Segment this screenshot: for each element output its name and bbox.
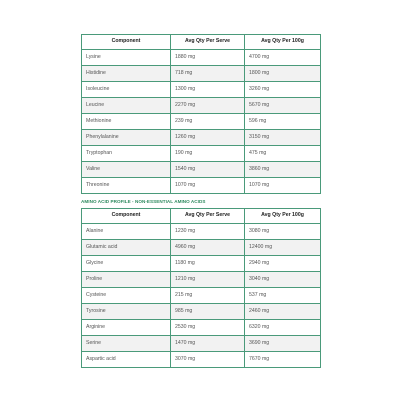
component-cell: Leucine [82,98,171,114]
component-cell: Tryptophan [82,146,171,162]
per-100g-cell: 5670 mg [245,98,321,114]
per-serve-cell: 1180 mg [171,256,245,272]
column-header-component: Component [82,209,171,224]
per-serve-cell: 4960 mg [171,240,245,256]
per-100g-cell: 1070 mg [245,178,321,194]
per-serve-cell: 239 mg [171,114,245,130]
per-serve-cell: 1880 mg [171,50,245,66]
per-100g-cell: 3260 mg [245,82,321,98]
table-header-row [82,35,321,50]
per-serve-cell: 1540 mg [171,162,245,178]
table-row [82,320,321,336]
per-100g-cell: 2940 mg [245,256,321,272]
component-cell: Proline [82,272,171,288]
table-row [82,114,321,130]
per-100g-cell: 3150 mg [245,130,321,146]
per-100g-cell: 2460 mg [245,304,321,320]
column-header-per-100g: Avg Qty Per 100g [245,209,321,224]
per-100g-cell: 3860 mg [245,162,321,178]
table-row [82,304,321,320]
component-cell: Cysteine [82,288,171,304]
per-serve-cell: 1300 mg [171,82,245,98]
table-row [82,272,321,288]
per-100g-cell: 4700 mg [245,50,321,66]
component-cell: Phenylalanine [82,130,171,146]
table-header-row [82,209,321,224]
table-row [82,336,321,352]
per-100g-cell: 6320 mg [245,320,321,336]
column-header-per-serve: Avg Qty Per Serve [171,209,245,224]
per-serve-cell: 1470 mg [171,336,245,352]
component-cell: Aspartic acid [82,352,171,368]
per-serve-cell: 2530 mg [171,320,245,336]
per-serve-cell: 1070 mg [171,178,245,194]
table-row [82,146,321,162]
per-100g-cell: 537 mg [245,288,321,304]
table-row [82,98,321,114]
non-essential-amino-acid-table [81,208,321,368]
per-100g-cell: 3690 mg [245,336,321,352]
table-row [82,288,321,304]
per-100g-cell: 12400 mg [245,240,321,256]
table-row [82,82,321,98]
per-serve-cell: 1260 mg [171,130,245,146]
per-100g-cell: 475 mg [245,146,321,162]
per-100g-cell: 1800 mg [245,66,321,82]
component-cell: Alanine [82,224,171,240]
per-serve-cell: 215 mg [171,288,245,304]
essential-amino-acid-table [81,34,321,194]
component-cell: Threonine [82,178,171,194]
column-header-component: Component [82,35,171,50]
component-cell: Arginine [82,320,171,336]
per-serve-cell: 190 mg [171,146,245,162]
per-100g-cell: 3080 mg [245,224,321,240]
per-100g-cell: 7670 mg [245,352,321,368]
component-cell: Tyrosine [82,304,171,320]
table-row [82,50,321,66]
per-serve-cell: 985 mg [171,304,245,320]
table-row [82,162,321,178]
table-row [82,240,321,256]
per-serve-cell: 1210 mg [171,272,245,288]
table-row [82,224,321,240]
component-cell: Glycine [82,256,171,272]
non-essential-section-title: AMINO ACID PROFILE - NON-ESSENTIAL AMINO ACIDS [81,199,206,204]
table-row [82,352,321,368]
per-100g-cell: 596 mg [245,114,321,130]
per-serve-cell: 718 mg [171,66,245,82]
component-cell: Serine [82,336,171,352]
per-serve-cell: 3070 mg [171,352,245,368]
component-cell: Histidine [82,66,171,82]
table-row [82,130,321,146]
component-cell: Methionine [82,114,171,130]
component-cell: Lysine [82,50,171,66]
component-cell: Isoleucine [82,82,171,98]
component-cell: Valine [82,162,171,178]
per-serve-cell: 2270 mg [171,98,245,114]
table-row [82,178,321,194]
per-100g-cell: 3040 mg [245,272,321,288]
table-row [82,66,321,82]
column-header-per-100g: Avg Qty Per 100g [245,35,321,50]
column-header-per-serve: Avg Qty Per Serve [171,35,245,50]
component-cell: Glutamic acid [82,240,171,256]
table-row [82,256,321,272]
per-serve-cell: 1230 mg [171,224,245,240]
